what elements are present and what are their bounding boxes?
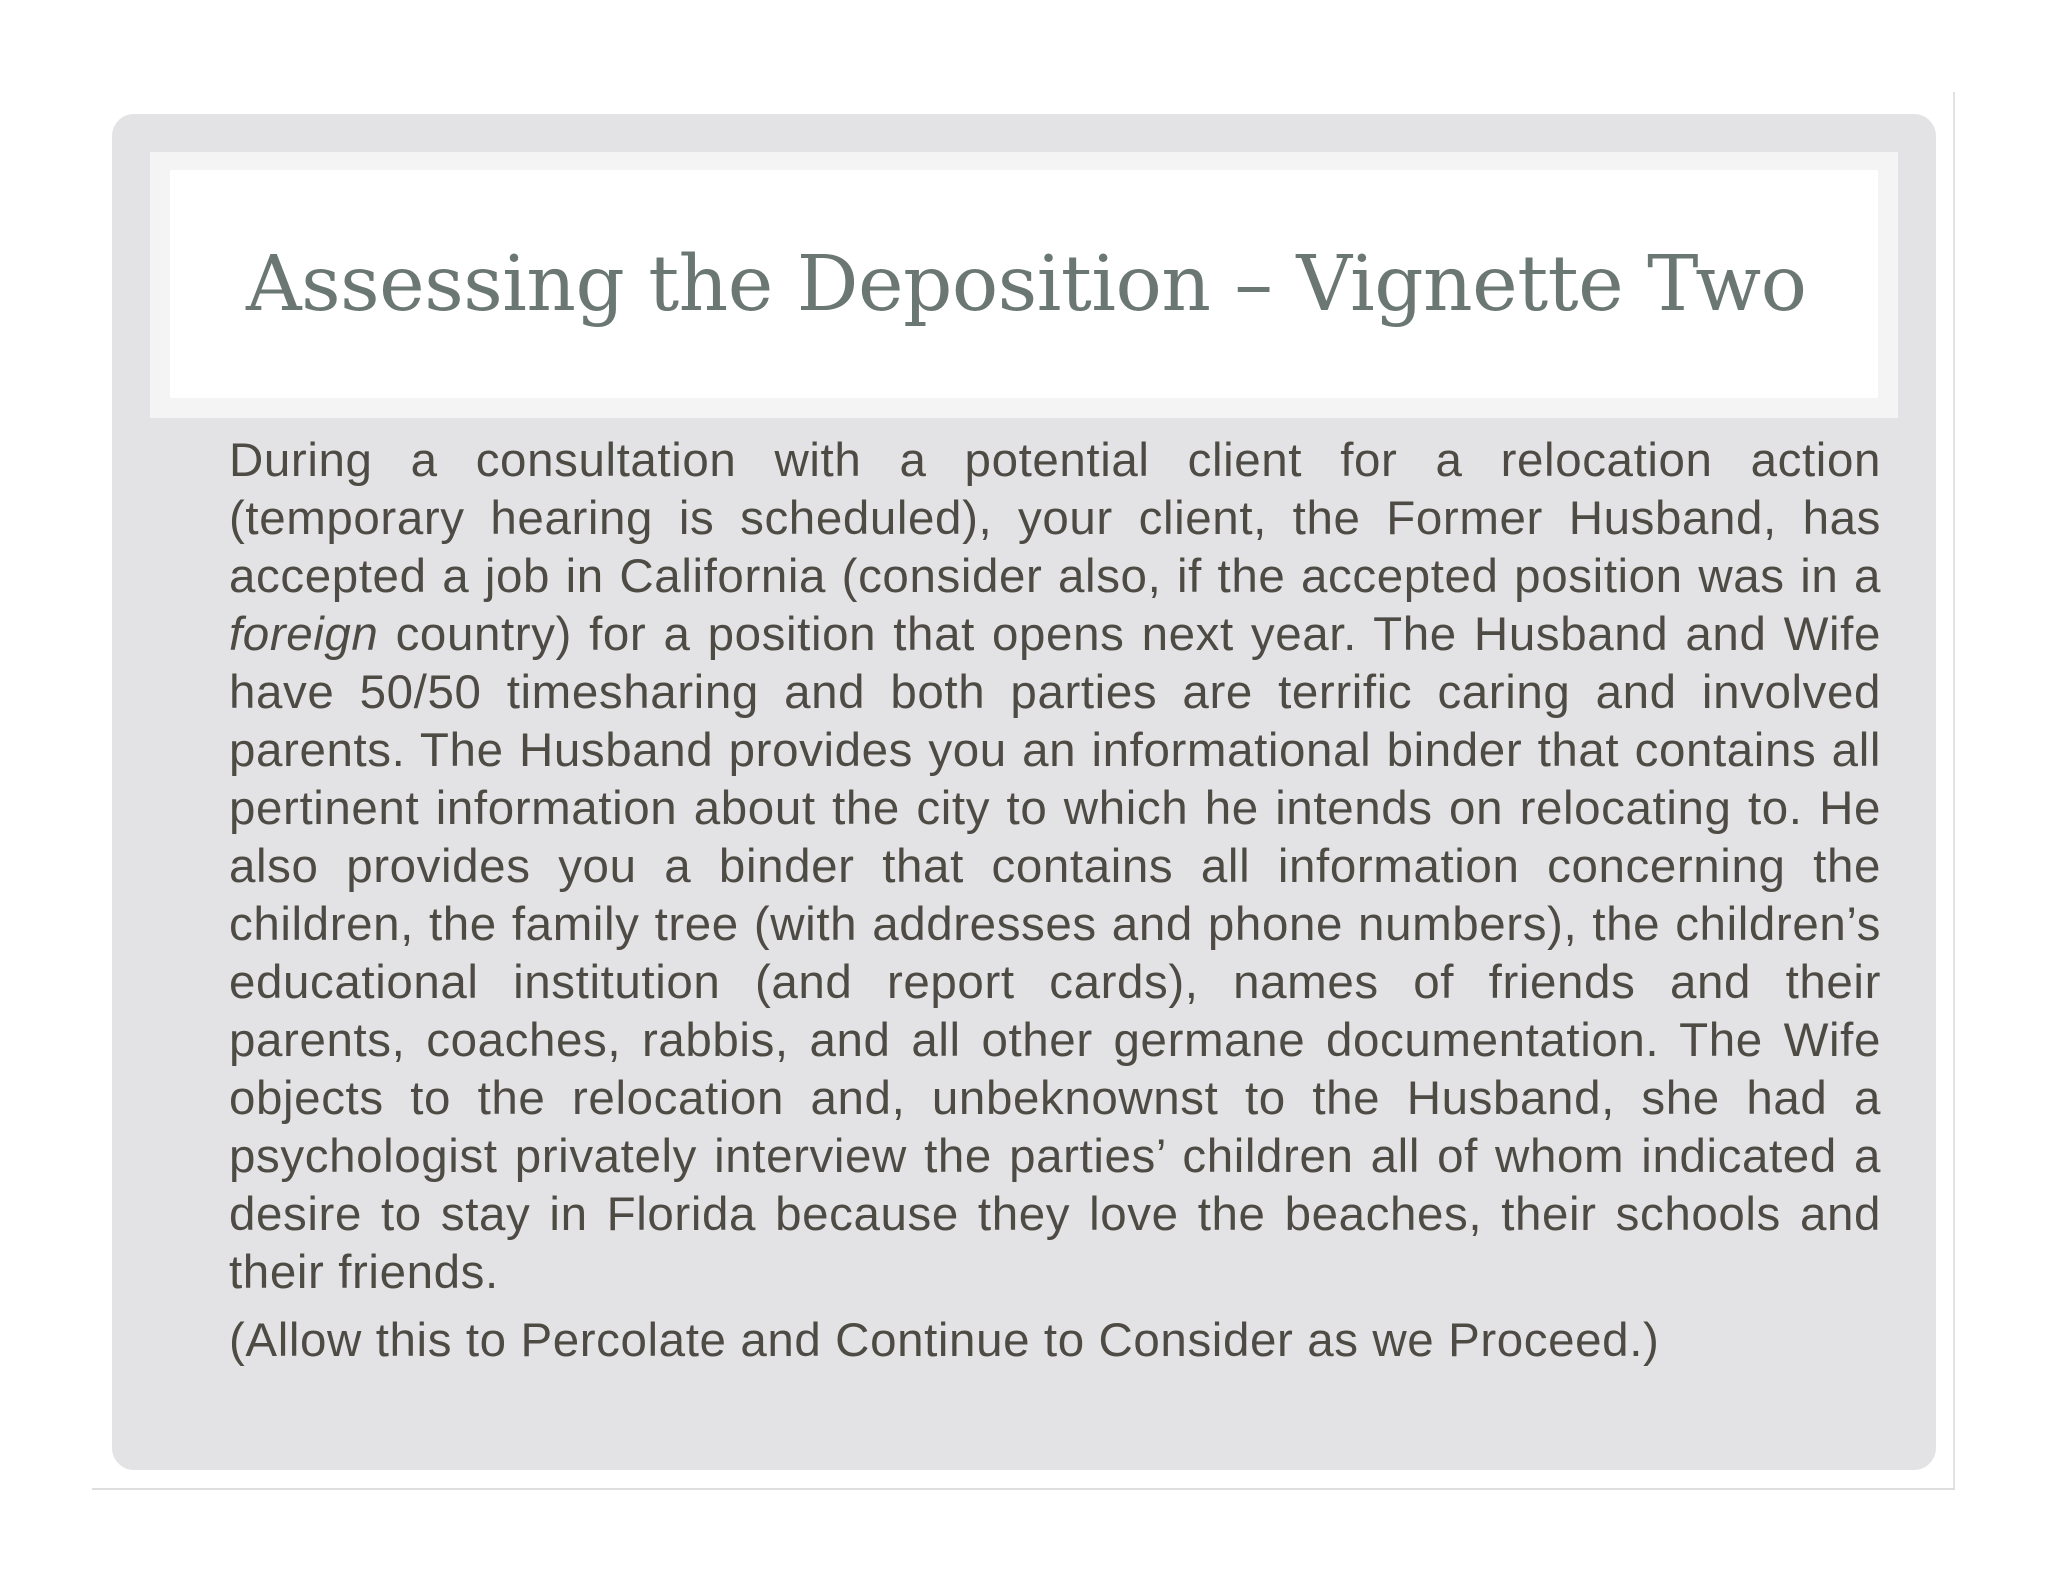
closing-note: (Allow this to Percolate and Continue to Consider as we Proceed.) <box>229 1314 1660 1367</box>
paragraph-text-end: country) for a position that opens next year. The Husband and Wife have 50/50 timesharing and both parties are terrific caring and involved parents. The Husband provides you an informational binder that contains all pertinent information about the city to which he intends on relocating to. He also provides you a binder that contains all information concerning the children, the family tree (with addresses and phone numbers), the children’s educational institution (and report cards), names of friends and their parents, coaches, rabbis, and all other germane documentation. The Wife objects to the relocation and, unbeknownst to the Husband, she had a psychologist privately interview the parties’ children all of whom indicated a desire to stay in Florida because they love the beaches, their schools and their friends. <box>229 608 1881 1299</box>
page-edge-right <box>1953 92 1955 1490</box>
emphasized-word: foreign <box>229 608 379 661</box>
slide <box>112 114 1936 1470</box>
slide-body <box>229 432 1881 1370</box>
vignette-paragraph <box>229 432 1881 1302</box>
paragraph-text-start: During a consultation with a potential client for a relocation action (temporary hearing is scheduled), your client, the Former Husband, has accepted a job in California (consider also, if the accepted position was in a <box>229 434 1881 603</box>
title-band <box>150 152 1898 418</box>
page-edge-bottom <box>92 1488 1955 1490</box>
slide-title: Assessing the Deposition – Vignette Two <box>246 239 1807 329</box>
title-box <box>170 170 1878 398</box>
